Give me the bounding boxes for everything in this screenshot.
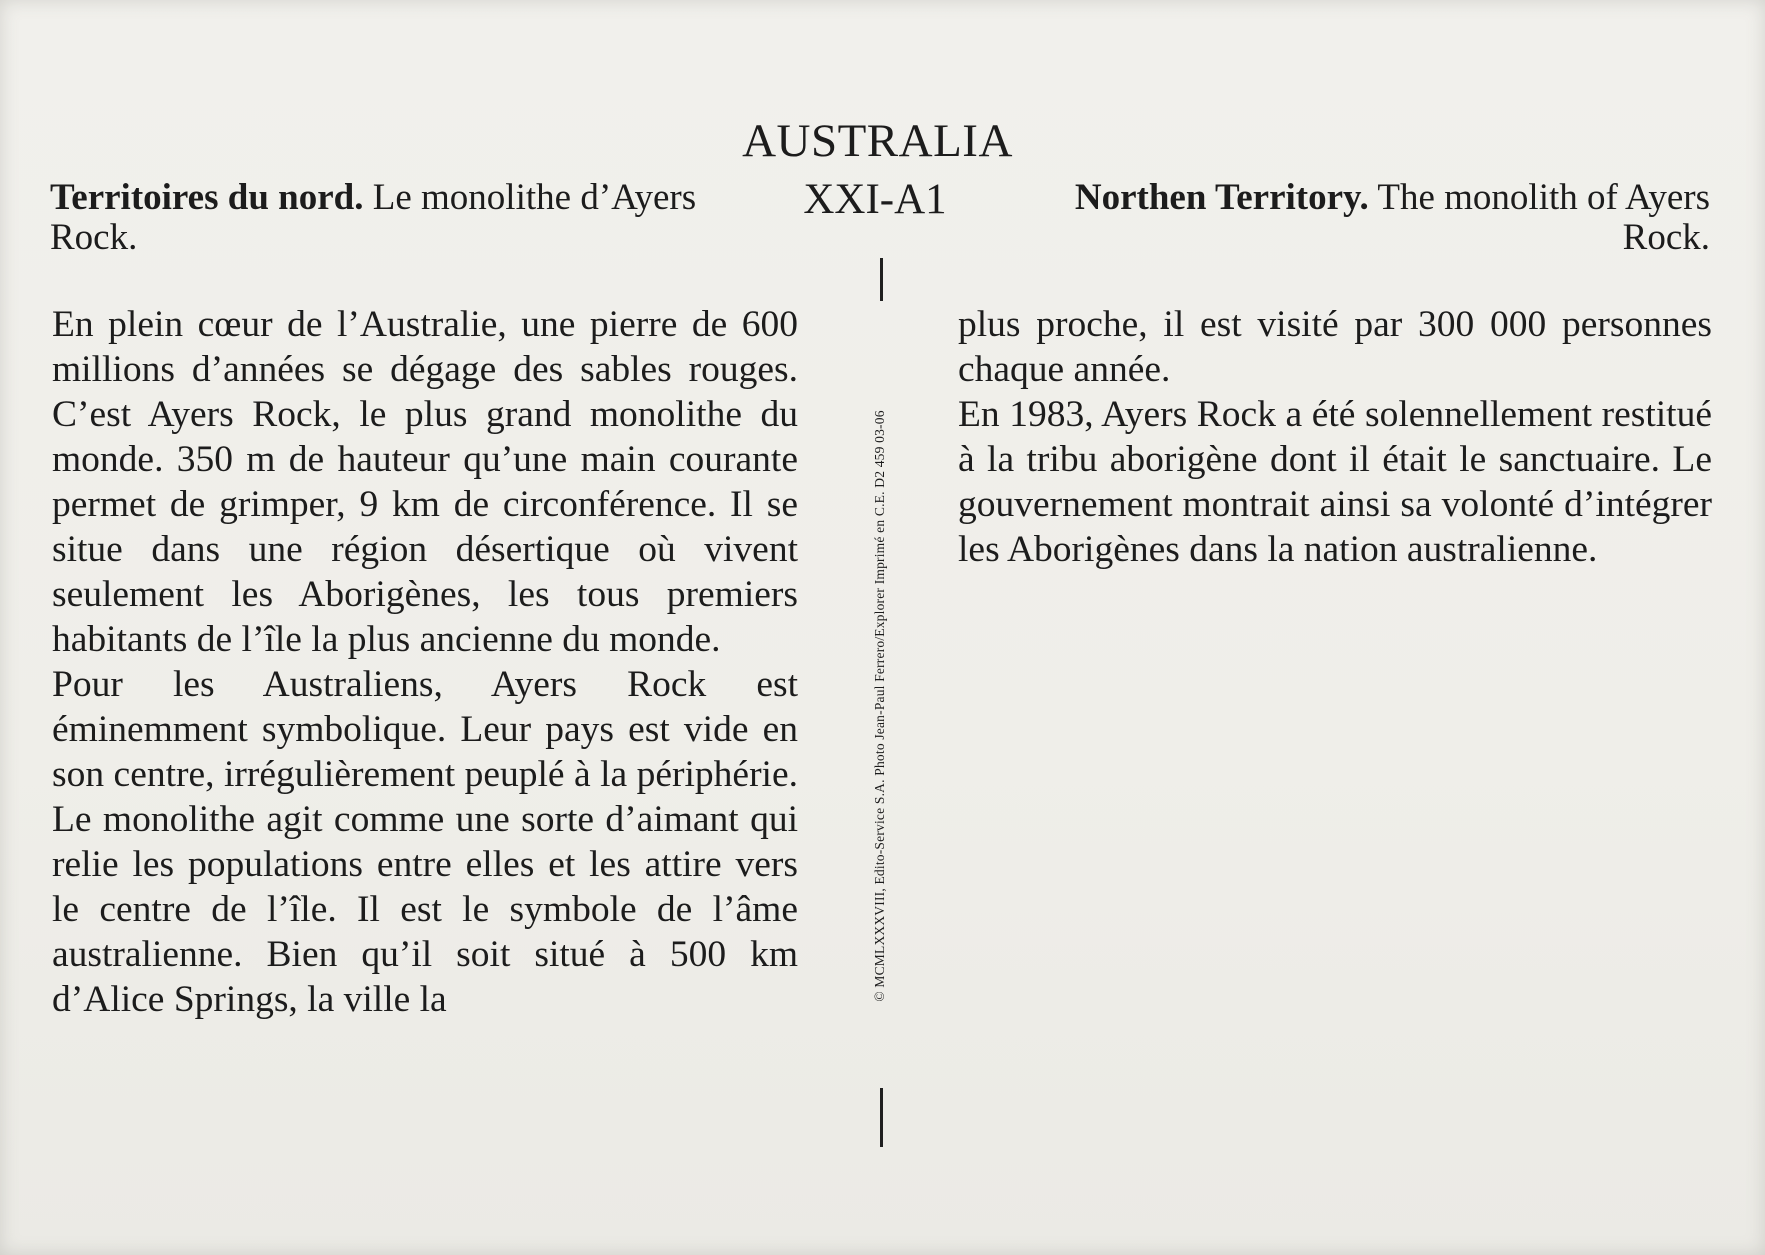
- caption-french-text: Le monolithe d’Ayers Rock.: [50, 177, 697, 258]
- caption-french-heading: Territoires du nord.: [50, 177, 364, 218]
- body-paragraph: plus proche, il est visité par 300 000 personnes chaque année.: [958, 304, 1712, 390]
- caption-english-heading: Northen Territory.: [1074, 177, 1369, 218]
- center-divider-top: [880, 258, 883, 301]
- card-reference-code: XXI-A1: [803, 176, 947, 223]
- body-paragraph: En 1983, Ayers Rock a été solennellement restitué à la tribu aborigène dont il était le sanctuaire. Le gouvernement montrait ainsi sa volonté d’intégrer les Aborigènes dans la nation australienne.: [958, 394, 1712, 570]
- body-paragraph: En plein cœur de l’Australie, une pierre de 600 millions d’années se dégage des sables rouges. C’est Ayers Rock, le plus grand monolithe du monde. 350 m de hauteur qu’une main courante permet de grimper, 9 km de circonférence. Il se situe dans une région désertique où vivent seulement les Aborigènes, les tous premiers habitants de l’île la plus ancienne du monde.: [52, 304, 798, 660]
- caption-english: [1042, 178, 1710, 258]
- caption-french: [50, 178, 710, 258]
- country-title: AUSTRALIA: [742, 115, 1013, 167]
- caption-english-text: The monolith of Ayers Rock.: [1377, 177, 1710, 258]
- body-column-left: [52, 302, 798, 1022]
- center-divider-bottom: [880, 1088, 883, 1147]
- copyright-credit: © MCMLXXXVIII, Edito-Service S.A. Photo Jean-Paul Ferrero/Explorer Imprimé en C.E. D2 459 03-06: [872, 410, 887, 1002]
- body-column-right: [958, 302, 1712, 572]
- body-paragraph: Pour les Australiens, Ayers Rock est éminemment symbolique. Leur pays est vide en son centre, irrégulièrement peuplé à la périphérie. Le monolithe agit comme une sorte d’aimant qui relie les populations entre elles et les attire vers le centre de l’île. Il est le symbole de l’âme australienne. Bien qu’il soit situé à 500 km d’Alice Springs, la ville la: [52, 664, 798, 1020]
